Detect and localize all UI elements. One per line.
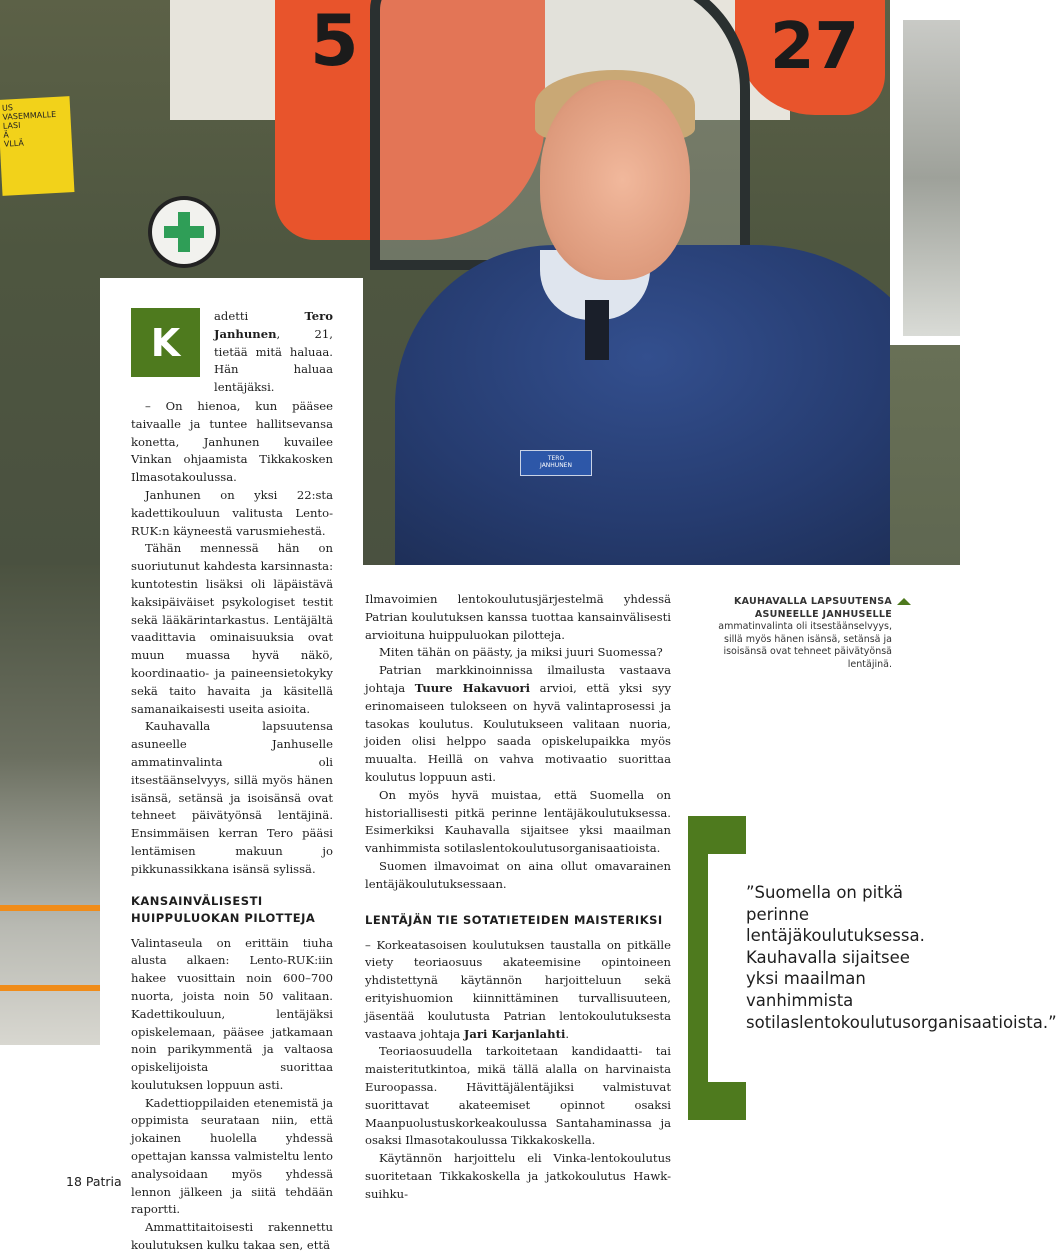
page-footer: 18 Patria [66, 1174, 122, 1189]
inset-photo [903, 20, 960, 336]
floor-marking [0, 985, 100, 991]
caption-lead: KAUHAVALLA LAPSUUTENSA ASUNEELLE JANHUSELLE [734, 596, 892, 620]
drop-cap: K [131, 308, 200, 377]
paragraph: Suomen ilmavoimat on aina ollut omavarainen lentäjäkoulutuksessaan. [365, 858, 671, 891]
paragraph: Ilmavoimien lentokoulutusjärjestelmä yhdessä Patrian koulutuksen kanssa tuottaa kansainvälisesti arvioituna huippuluokan pilotteja. [365, 592, 671, 642]
paragraph: Kauhavalla lapsuutensa asuneelle Janhuselle ammatinvalinta oli itsestäänselvyys, sillä myös hänen isänsä, setänsä ja isoisänsä ovat tehneet päivätyönsä lentäjinä. Ensimmäisen kerran Tero pääsi lentämisen makuun jo pikkunassikkana isänsä sylissä. [131, 719, 333, 876]
pilot-tie [585, 300, 609, 360]
paragraph-text: arvioi, että yksi syy erinomaiseen tulokseen on hyvä valintaprosessi ja tasokas koulutus. Koulutukseen valitaan nuoria, joiden olisi helppo saada opiskelupaikka myös muualta. Heillä on vahva motivaatio suorittaa koulutus loppuun asti. [365, 680, 672, 784]
quote-bracket-side [688, 854, 708, 1082]
intro-text-1: adetti [214, 309, 305, 323]
person-name: Tero Janhunen [214, 309, 333, 341]
intro-text-2: , 21, tietää mitä haluaa. Hän haluaa lentäjäksi. [214, 326, 333, 395]
quote-bracket-top [688, 816, 746, 854]
caption-arrow-icon [897, 598, 911, 605]
pilot-face [540, 80, 690, 280]
paragraph: Miten tähän on päästy, ja miksi juuri Suomessa? [379, 645, 663, 660]
subheading: KANSAINVÄLISESTI HUIPPULUOKAN PILOTTEJA [131, 893, 316, 925]
paragraph: Janhunen on yksi 22:sta kadettikouluun valitusta Lento-RUK:n käyneestä varusmiehestä. [131, 487, 333, 538]
person-name: Jari Karjanlahti [463, 1026, 566, 1041]
paragraph: – On hienoa, kun pääsee taivaalle ja tuntee hallitsevansa konetta, Janhunen kuvailee Vinkan ohjaamista Tikkakosken Ilmasotakoulussa. [131, 399, 333, 485]
photo-left-strip [0, 565, 100, 1045]
paragraph: Kadettioppilaiden etenemistä ja oppimista seurataan niin, että jokainen huolella yhdessä opettajan kanssa valmisteltu lento analysoidaan myös yhdessä lennon jälkeen ja siitä tehdään raportti. [131, 1095, 333, 1217]
person-name: Tuure Hakavuori [414, 680, 531, 695]
caption-text: ammatinvalinta oli itsestäänselvyys, sillä myös hänen isänsä, setänsä ja isoisänsä ovat tehneet päivätyönsä lentäjinä. [718, 621, 892, 670]
photo-caption [705, 596, 892, 671]
plane-number: 5 [310, 0, 359, 82]
paragraph: Tähän mennessä hän on suoriutunut kahdesta karsinnasta: kuntotestin lisäksi oli läpäistävä kaksipäiväiset psykologiset testit sekä lääkärintarkastus. Lentäjältä vaadittavia ominaisuuksia ovat muun muassa hyvä näkö, koordinaatio- ja paineensietokyky sekä taito havaita ja käsitellä samanaikaisesti useita asioita. [131, 541, 333, 716]
photo-right-strip [890, 345, 960, 565]
first-aid-cross-icon [152, 200, 216, 264]
floor-marking [0, 905, 100, 911]
article-intro [214, 308, 333, 397]
pull-quote: ”Suomella on pitkä perinne lentäjäkoulutuksessa. Kauhavalla sijaitsee yksi maailman vanhimmista sotilaslentokoulutusorganisaatioista.” [746, 883, 1057, 1032]
article-column-2 [365, 591, 671, 1204]
paragraph [365, 937, 671, 1044]
paragraph-text: . [565, 1026, 570, 1041]
paragraph: Ammattitaitoisesti rakennettu koulutuksen kulku takaa sen, että [131, 1220, 333, 1253]
plane-number-2: 27 [770, 10, 860, 84]
paragraph: Teoriaosuudella tarkoitetaan kandidaatti- tai maisteritutkintoa, mikä tällä alalla on harvinaista Euroopassa. Hävittäjälentäjiksi valmistuvat suorittavat akateemiset opinnot osaksi Maanpuolustuskorkeakoulussa Santahaminassa ja osaksi Ilmasotakoulussa Tikkakoskella. [365, 1044, 671, 1148]
paragraph: On myös hyvä muistaa, että Suomella on historiallisesti pitkä perinne lentäjäkoulutuksessa. Esimerkiksi Kauhavalla sijaitsee yksi maailman vanhimmista sotilaslentokoulutusorganisaatioista. [365, 787, 671, 856]
pilot-uniform [395, 245, 955, 565]
paragraph: Käytännön harjoittelu eli Vinka-lentokoulutus suoritetaan Tikkakoskella ja jatkokoulutus Hawk-suihku- [365, 1151, 671, 1201]
paragraph-text: Patrian markkinoinnissa ilmailusta vastaava johtaja [365, 663, 671, 695]
article-column-1 [131, 398, 333, 1255]
paragraph [365, 662, 671, 787]
subheading: LENTÄJÄN TIE SOTATIETEIDEN MAISTERIKSI [365, 912, 663, 927]
paragraph: Valintaseula on erittäin tiuha alusta alkaen: Lento-RUK:iin hakee vuosittain noin 600–700 nuorta, joista noin 50 valitaan. Kadettikouluun, lentäjäksi opiskelemaan, pääsee jatkamaan noin parikymmentä ja valtaosa opiskelijoista suorittaa koulutuksen loppuun asti. [131, 935, 333, 1092]
quote-bracket-bottom [688, 1082, 746, 1120]
warning-sign: US VASEMMALLE LASI Ä VLLÄ [0, 96, 74, 196]
uniform-name-tag: TERO JANHUNEN [520, 450, 592, 476]
paragraph-text: – Korkeatasoisen koulutuksen taustalla on pitkälle viety teoriaosuus akateemisine opintoineen yhdistettynä käytännön harjoitteluun sekä erityishuomion kiinnittäminen turvallisuuteen, jäsentää koulutusta Patrian lentokoulutuksesta vastaava johtaja [365, 937, 671, 1041]
